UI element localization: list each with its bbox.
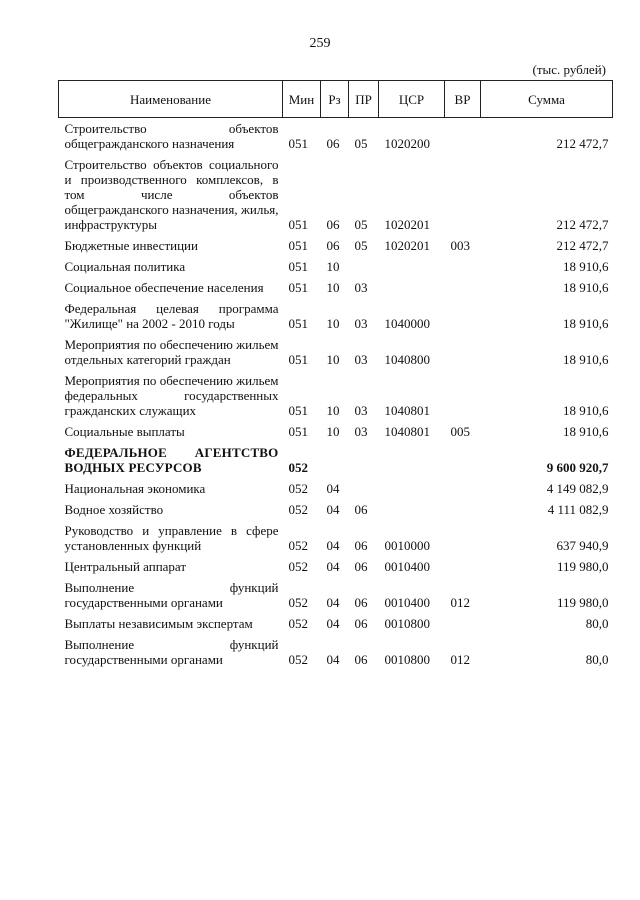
table-row bbox=[59, 475, 613, 496]
cell-vr bbox=[445, 295, 481, 331]
cell-vr bbox=[445, 253, 481, 274]
cell-rz: 10 bbox=[326, 280, 340, 295]
cell-pr: 03 bbox=[354, 424, 368, 439]
cell-pr: 03 bbox=[354, 316, 368, 331]
table-row bbox=[59, 553, 613, 574]
cell-sum: 9 600 920,7 bbox=[546, 460, 609, 475]
cell-vr bbox=[445, 496, 481, 517]
header-pr: ПР bbox=[349, 81, 379, 118]
table-row bbox=[59, 295, 613, 331]
table-row bbox=[59, 253, 613, 274]
cell-csr: 0010800 bbox=[384, 652, 430, 667]
cell-sum: 18 910,6 bbox=[563, 403, 609, 418]
cell-csr: 1040800 bbox=[384, 352, 430, 367]
cell-vr: 005 bbox=[450, 424, 470, 439]
header-sum: Сумма bbox=[481, 81, 613, 118]
cell-csr: 1040000 bbox=[384, 316, 430, 331]
cell-name: Мероприятия по обеспечению жильем федеральных государственных гражданских служащих bbox=[64, 373, 279, 418]
cell-pr: 06 bbox=[354, 502, 368, 517]
cell-sum: 18 910,6 bbox=[563, 352, 609, 367]
cell-pr: 06 bbox=[354, 595, 368, 610]
header-name: Наименование bbox=[59, 81, 283, 118]
cell-pr: 06 bbox=[354, 652, 368, 667]
cell-rz: 04 bbox=[326, 481, 340, 496]
cell-rz: 10 bbox=[326, 403, 340, 418]
cell-min: 052 bbox=[288, 481, 308, 496]
cell-name: Социальные выплаты bbox=[64, 424, 185, 439]
cell-vr bbox=[445, 517, 481, 553]
cell-pr: 03 bbox=[354, 403, 368, 418]
cell-csr: 1020201 bbox=[384, 238, 430, 253]
cell-min: 052 bbox=[288, 559, 308, 574]
cell-csr bbox=[379, 274, 445, 295]
table-row bbox=[59, 574, 613, 610]
header-csr: ЦСР bbox=[379, 81, 445, 118]
cell-min: 051 bbox=[288, 259, 308, 274]
page-number: 259 bbox=[309, 36, 331, 51]
cell-sum: 212 472,7 bbox=[556, 217, 609, 232]
cell-min: 052 bbox=[288, 502, 308, 517]
cell-name: Федеральная целевая программа "Жилище" на 2002 - 2010 годы bbox=[64, 301, 279, 331]
table-row bbox=[59, 367, 613, 418]
cell-name: Строительство объектов общегражданского назначения bbox=[64, 121, 279, 151]
cell-csr: 1020200 bbox=[384, 136, 430, 151]
table-row bbox=[59, 331, 613, 367]
cell-vr bbox=[445, 439, 481, 475]
cell-name: Выполнение функций государственными органами bbox=[64, 637, 279, 667]
cell-csr: 1040801 bbox=[384, 403, 430, 418]
cell-rz: 04 bbox=[326, 595, 340, 610]
cell-csr: 1040801 bbox=[384, 424, 430, 439]
cell-sum: 637 940,9 bbox=[556, 538, 609, 553]
cell-rz: 06 bbox=[326, 217, 340, 232]
table-row bbox=[59, 232, 613, 253]
cell-sum: 212 472,7 bbox=[556, 136, 609, 151]
cell-min: 051 bbox=[288, 424, 308, 439]
cell-rz bbox=[321, 439, 349, 475]
cell-min: 052 bbox=[288, 595, 308, 610]
cell-sum: 80,0 bbox=[585, 652, 609, 667]
table-row bbox=[59, 517, 613, 553]
cell-name: Выплаты независимым экспертам bbox=[64, 616, 253, 631]
cell-rz: 04 bbox=[326, 616, 340, 631]
cell-sum: 119 980,0 bbox=[556, 595, 609, 610]
cell-vr bbox=[445, 118, 481, 152]
cell-csr: 0010000 bbox=[384, 538, 430, 553]
table-body bbox=[59, 118, 613, 668]
cell-vr bbox=[445, 367, 481, 418]
cell-name: Социальная политика bbox=[64, 259, 186, 274]
cell-pr: 06 bbox=[354, 616, 368, 631]
cell-sum: 18 910,6 bbox=[563, 259, 609, 274]
cell-pr: 03 bbox=[354, 352, 368, 367]
cell-sum: 4 149 082,9 bbox=[546, 481, 609, 496]
cell-pr: 06 bbox=[354, 538, 368, 553]
cell-name: ФЕДЕРАЛЬНОЕ АГЕНТСТВО ВОДНЫХ РЕСУРСОВ bbox=[64, 445, 279, 475]
header-rz: Рз bbox=[321, 81, 349, 118]
cell-rz: 06 bbox=[326, 136, 340, 151]
cell-min: 052 bbox=[288, 538, 308, 553]
cell-name: Социальное обеспечение населения bbox=[64, 280, 264, 295]
cell-pr bbox=[349, 439, 379, 475]
cell-pr: 06 bbox=[354, 559, 368, 574]
header-min: Мин bbox=[283, 81, 321, 118]
cell-csr: 0010400 bbox=[384, 559, 430, 574]
cell-vr bbox=[445, 553, 481, 574]
cell-sum: 18 910,6 bbox=[563, 280, 609, 295]
cell-pr bbox=[349, 475, 379, 496]
table-row bbox=[59, 418, 613, 439]
cell-rz: 06 bbox=[326, 238, 340, 253]
cell-sum: 119 980,0 bbox=[556, 559, 609, 574]
cell-csr: 1020201 bbox=[384, 217, 430, 232]
cell-vr bbox=[445, 151, 481, 232]
cell-name: Выполнение функций государственными органами bbox=[64, 580, 279, 610]
header-vr: ВР bbox=[445, 81, 481, 118]
cell-sum: 18 910,6 bbox=[563, 424, 609, 439]
cell-csr: 0010400 bbox=[384, 595, 430, 610]
budget-table bbox=[58, 80, 613, 667]
cell-sum: 18 910,6 bbox=[563, 316, 609, 331]
cell-min: 051 bbox=[288, 316, 308, 331]
cell-sum: 212 472,7 bbox=[556, 238, 609, 253]
cell-csr bbox=[379, 475, 445, 496]
cell-rz: 10 bbox=[326, 352, 340, 367]
cell-pr: 05 bbox=[354, 136, 368, 151]
cell-min: 051 bbox=[288, 238, 308, 253]
cell-sum: 4 111 082,9 bbox=[547, 502, 609, 517]
cell-csr bbox=[379, 253, 445, 274]
cell-name: Бюджетные инвестиции bbox=[64, 238, 198, 253]
cell-min: 051 bbox=[288, 403, 308, 418]
cell-vr bbox=[445, 274, 481, 295]
table-row bbox=[59, 610, 613, 631]
cell-csr bbox=[379, 439, 445, 475]
cell-min: 052 bbox=[288, 652, 308, 667]
cell-name: Водное хозяйство bbox=[64, 502, 164, 517]
cell-name: Центральный аппарат bbox=[64, 559, 187, 574]
cell-min: 051 bbox=[288, 136, 308, 151]
cell-name: Национальная экономика bbox=[64, 481, 206, 496]
table-header-row bbox=[59, 81, 613, 118]
cell-vr bbox=[445, 610, 481, 631]
cell-rz: 10 bbox=[326, 259, 340, 274]
table-row bbox=[59, 151, 613, 232]
cell-min: 052 bbox=[288, 460, 308, 475]
cell-min: 051 bbox=[288, 217, 308, 232]
cell-min: 051 bbox=[288, 352, 308, 367]
cell-min: 051 bbox=[288, 280, 308, 295]
cell-rz: 04 bbox=[326, 559, 340, 574]
cell-name: Руководство и управление в сфере установленных функций bbox=[64, 523, 279, 553]
cell-vr bbox=[445, 475, 481, 496]
cell-rz: 04 bbox=[326, 652, 340, 667]
cell-vr: 012 bbox=[450, 595, 470, 610]
cell-pr: 05 bbox=[354, 217, 368, 232]
cell-pr bbox=[349, 253, 379, 274]
cell-vr: 003 bbox=[450, 238, 470, 253]
table-row bbox=[59, 439, 613, 475]
cell-pr: 03 bbox=[354, 280, 368, 295]
cell-name: Строительство объектов социального и производственного комплексов, в том числе объектов общегражданского назначения, жилья, инфраструктуры bbox=[64, 157, 279, 232]
cell-rz: 10 bbox=[326, 316, 340, 331]
cell-sum: 80,0 bbox=[585, 616, 609, 631]
table-row bbox=[59, 496, 613, 517]
cell-min: 052 bbox=[288, 616, 308, 631]
cell-name: Мероприятия по обеспечению жильем отдельных категорий граждан bbox=[64, 337, 279, 367]
table-row bbox=[59, 274, 613, 295]
table-row bbox=[59, 631, 613, 667]
cell-rz: 04 bbox=[326, 502, 340, 517]
cell-vr: 012 bbox=[450, 652, 470, 667]
cell-vr bbox=[445, 331, 481, 367]
cell-csr bbox=[379, 496, 445, 517]
cell-csr: 0010800 bbox=[384, 616, 430, 631]
unit-note: (тыс. рублей) bbox=[532, 62, 606, 77]
cell-pr: 05 bbox=[354, 238, 368, 253]
cell-rz: 10 bbox=[326, 424, 340, 439]
table-row bbox=[59, 118, 613, 152]
cell-rz: 04 bbox=[326, 538, 340, 553]
